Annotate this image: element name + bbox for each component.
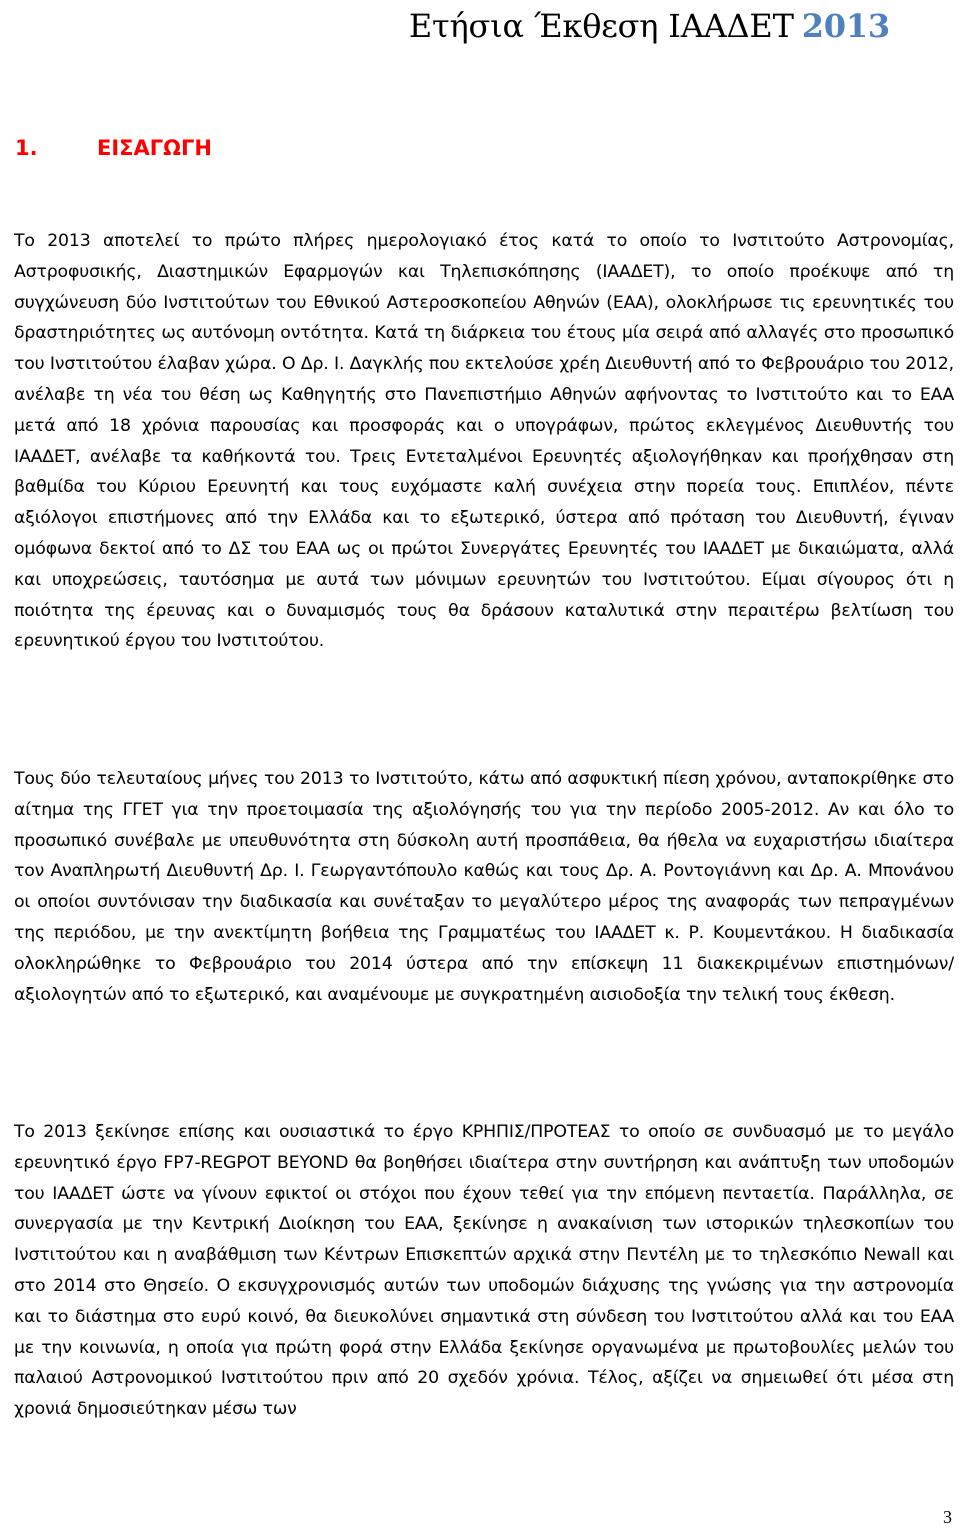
report-title: Ετήσια Έκθεση ΙΑΑΔΕΤ xyxy=(408,7,794,45)
paragraph-evaluation: Τους δύο τελευταίους μήνες του 2013 το Ινστιτούτο, κάτω από ασφυκτική πίεση χρόνου, ανταποκρίθηκε στο αίτημα της ΓΓΕΤ για την προετοιμασία της αξιολόγησής του για την περίοδο 2005-2012. Αν και όλο το προσωπικό συνέβαλε με υπευθυνότητα στη δύσκολη αυτή προσπάθεια, θα ήθελα να ευχαριστήσω ιδιαίτερα τον Αναπληρωτή Διευθυντή Δρ. Ι. Γεωργαντόπουλο καθώς και τους Δρ. Α. Ροντογιάννη και Δρ. Α. Μπονάνου οι οποίοι συντόνισαν την διαδικασία και συνέταξαν το μεγαλύτερο μέρος της αναφοράς των πεπραγμένων της περιόδου, με την ανεκτίμητη βοήθεια της Γραμματέως του ΙΑΑΔΕΤ κ. Ρ. Κουμεντάκου. Η διαδικασία ολοκληρώθηκε το Φεβρουάριο του 2014 ύστερα από την επίσκεψη 11 διακεκριμένων επιστημόνων/αξιολογητών από το εξωτερικό, και αναμένουμε με συγκρατημένη αισιοδοξία την τελική τους έκθεση. xyxy=(14,769,954,1005)
page-number: 3 xyxy=(943,1507,952,1527)
section-number: 1. xyxy=(15,136,38,160)
section-title: ΕΙΣΑΓΩΓΗ xyxy=(97,136,212,160)
paragraph-intro: Το 2013 αποτελεί το πρώτο πλήρες ημερολογιακό έτος κατά το οποίο το Ινστιτούτο Αστρονομίας, Αστροφυσικής, Διαστημικών Εφαρμογών και Τηλεπισκόπησης (ΙΑΑΔΕΤ), το οποίο προέκυψε από τη συγχώνευση δύο Ινστιτούτων του Εθνικού Αστεροσκοπείου Αθηνών (ΕΑΑ), ολοκλήρωσε τις ερευνητικές του δραστηριότητες ως αυτόνομη οντότητα. Κατά τη διάρκεια του έτους μία σειρά από αλλαγές στο προσωπικό του Ινστιτούτου έλαβαν χώρα. Ο Δρ. Ι. Δαγκλής που εκτελούσε χρέη Διευθυντή από το Φεβρουάριο του 2012, ανέλαβε τη νέα του θέση ως Καθηγητής στο Πανεπιστήμιο Αθηνών αφήνοντας το Ινστιτούτο και το ΕΑΑ μετά από 18 χρόνια παρουσίας και προσφοράς και ο υπογράφων, πρώτος εκλεγμένος Διευθυντής του ΙΑΑΔΕΤ, ανέλαβε τα καθήκοντά του. Τρεις Εντεταλμένοι Ερευνητές αξιολογήθηκαν και προήχθησαν στη βαθμίδα του Κύριου Ερευνητή και τους ευχόμαστε καλή συνέχεια στην πορεία τους. Επιπλέον, πέντε αξιόλογοι επιστήμονες από την Ελλάδα και το εξωτερικό, ύστερα από πρόταση του Διευθυντή, έγιναν ομόφωνα δεκτοί από το ΔΣ του ΕΑΑ ως οι πρώτοι Συνεργάτες Ερευνητές του ΙΑΑΔΕΤ με δικαιώματα, αλλά και υποχρεώσεις, ταυτόσημα με αυτά των μόνιμων ερευνητών του Ινστιτούτου. Είμαι σίγουρος ότι η ποιότητα της έρευνας και ο δυναμισμός τους θα δράσουν καταλυτικά στην περαιτέρω βελτίωση του ερευνητικού έργου του Ινστιτούτου. xyxy=(14,231,954,652)
section-heading xyxy=(15,136,212,160)
paragraph-projects: Το 2013 ξεκίνησε επίσης και ουσιαστικά το έργο ΚΡΗΠΙΣ/ΠΡΟΤΕΑΣ το οποίο σε συνδυασμό με το μεγάλο ερευνητικό έργο FP7-REGPOT BEYOND θα βοηθήσει ιδιαίτερα στην συντήρηση και ανάπτυξη των υποδομών του ΙΑΑΔΕΤ ώστε να γίνουν εφικτοί οι στόχοι που έχουν τεθεί για την επόμενη πενταετία. Παράλληλα, σε συνεργασία με την Κεντρική Διοίκηση του ΕΑΑ, ξεκίνησε η ανακαίνιση των ιστορικών τηλεσκοπίων του Ινστιτούτου και η αναβάθμιση των Κέντρων Επισκεπτών αρχικά στην Πεντέλη με το τηλεσκόπιο Newall και στο 2014 στο Θησείο. Ο εκσυγχρονισμός αυτών των υποδομών διάχυσης της γνώσης για την αστρονομία και το διάστημα στο ευρύ κοινό, θα διευκολύνει σημαντικά στη σύνδεση του Ινστιτούτου αλλά και του ΕΑΑ με την κοινωνία, η οποία για πρώτη φορά στην Ελλάδα ξεκίνησε οργανωμένα με πρωτοβουλίες μελών του παλαιού Αστρονομικού Ινστιτούτου πριν από 20 σχεδόν χρόνια. Τέλος, αξίζει να σημειωθεί ότι μέσα στη χρονιά δημοσιεύτηκαν μέσω των xyxy=(14,1122,954,1420)
report-year: 2013 xyxy=(801,7,890,45)
running-header xyxy=(408,7,890,45)
